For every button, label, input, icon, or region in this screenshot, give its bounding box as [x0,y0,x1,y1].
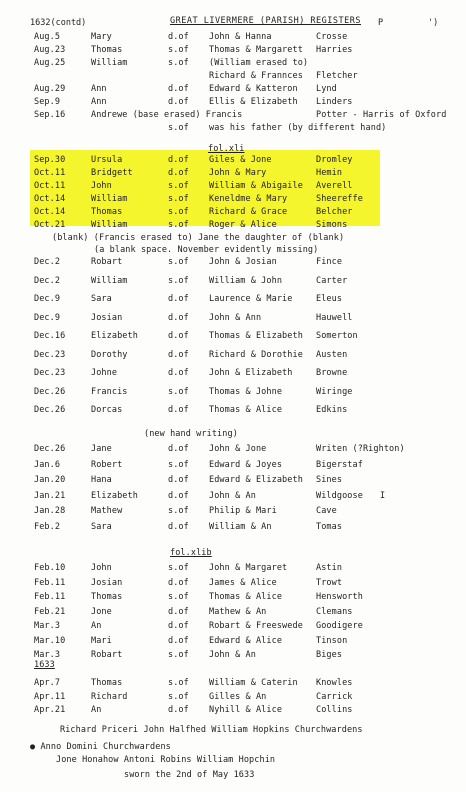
entry-date: Apr.21 [34,705,66,715]
entry-parents: Richard & Dorothie [209,349,303,360]
entry-date: Aug.5 [34,32,61,42]
register-entry [0,522,466,534]
entry-rel: d.of [168,312,189,323]
entry-surname: Dromley [316,155,353,165]
entry-date: Dec.26 [34,405,66,415]
footer-signatures: Richard Priceri John Halfhed William Hopkins Churchwardens [60,725,363,735]
entry-name: Ann [91,97,107,107]
entry-name: Richard [91,691,128,702]
entry-name: John [91,181,112,191]
entry-name: Bridgett [91,168,133,178]
entry-rel: s.of [168,678,189,688]
entry-parents: Roger & Alice [209,220,277,230]
register-entry [0,313,466,325]
entry-rel: s.of [168,194,189,204]
register-entry [0,491,466,503]
entry-parents: Keneldme & Mary [209,194,288,204]
entry-parents: John & Hanna [209,32,272,42]
entry-date: Sep.9 [34,97,61,107]
register-entry [0,220,466,232]
entry-date: Aug.29 [34,84,66,94]
register-entry [0,607,466,619]
entry-rel: s.of [168,459,189,470]
entry-parents: Thomas & Alice [209,592,283,602]
entry-date: Oct.11 [34,168,66,178]
entry-parents: Thomas & Margarett [209,45,303,55]
entry-name: Josian [91,312,123,323]
entry-rel: d.of [168,32,189,42]
entry-surname: Carter [316,275,348,286]
entry-date: Feb.21 [34,606,66,617]
entry-date: Apr.7 [34,678,61,688]
register-entry [0,444,466,456]
entry-name: Thomas [91,207,123,217]
register-entry [0,368,466,380]
entry-rel: d.of [168,168,189,178]
register-entry [0,257,466,269]
entry-rel: s.of [168,257,189,267]
entry-surname: Knowles [316,678,353,688]
entry-surname: Trowt [316,577,343,588]
register-entry [0,294,466,306]
entry-name: Mathew [91,506,123,516]
entry-rel: d.of [168,97,189,107]
entry-parents: Thomas & Johne [209,386,283,397]
entry-surname: Sheereffe [316,194,363,204]
entry-parents: Laurence & Marie [209,294,293,304]
register-entry [0,97,466,109]
entry-rel: d.of [168,155,189,165]
entry-name: Francis [91,386,128,397]
entry-rel: d.of [168,84,189,94]
entry-date: Apr.11 [34,691,66,702]
entry-rel: s.of [168,506,189,516]
entry-rel: d.of [168,349,189,360]
register-entry [0,692,466,704]
entry-parents: John & Margaret [209,563,288,573]
register-entry [0,592,466,604]
blank-entry: (blank) (Francis erased to) Jane the daughter of (blank) [52,233,345,243]
footer-anno: ● Anno Domini Churchwardens [30,742,171,752]
entry-surname: Bigerstaf [316,459,363,470]
entry-parents: Robart & Freeswede [209,621,303,631]
entry-surname: Biges [316,650,343,660]
entry-rel: d.of [168,635,189,646]
entry-date: Aug.23 [34,45,66,55]
entry-surname: Austen [316,349,348,360]
entry-parents: James & Alice [209,577,277,588]
entry-surname: Linders [316,97,353,107]
entry-surname: Hemin [316,168,343,178]
entry-date: Dec.23 [34,368,66,378]
entry-surname: Fletcher [316,71,358,81]
entry-surname: Potter - Harris of Oxford [316,110,447,120]
register-entry [0,207,466,219]
entry-surname: Hauwell [316,312,353,323]
entry-date: Dec.16 [34,331,66,341]
entry-parents: Thomas & Elizabeth [209,331,303,341]
entry-parents: Edward & Alice [209,635,283,646]
entry-rel: d.of [168,444,189,454]
register-entry [0,58,466,70]
entry-name: Mary [91,32,112,42]
entry-date: Sep.30 [34,155,66,165]
folio-xlib: fol.xlib [170,548,212,558]
entry-rel: d.of [168,368,189,378]
entry-name: Mari [91,635,112,646]
entry-surname: Sines [316,475,343,485]
entry-date: Sep.16 [34,110,66,120]
entry-rel: d.of [168,621,189,631]
entry-date: Feb.10 [34,563,66,573]
entry-surname: Wildgoose [316,490,363,501]
entry-parents: John & Mary [209,168,267,178]
entry-rel: d.of [168,475,189,485]
register-entry [0,110,466,122]
entry-surname: Astin [316,563,343,573]
entry-rel: s.of [168,45,189,55]
folio-xli: fol.xli [208,144,245,154]
register-entry [0,194,466,206]
entry-date: Feb.2 [34,521,61,532]
entry-parents: Gilles & An [209,691,267,702]
entry-parents: Edward & Joyes [209,459,283,470]
entry-parents: Mathew & An [209,606,267,617]
entry-rel: d.of [168,490,189,501]
entry-date: Aug.25 [34,58,66,68]
entry-date: Dec.2 [34,257,61,267]
entry-name: Andrewe (base erased) Francis [91,110,243,120]
entry-surname: Hensworth [316,592,363,602]
register-entry [0,621,466,633]
entry-name: William [91,194,128,204]
entry-parents: Thomas & Alice [209,405,283,415]
entry-surname: Belcher [316,207,353,217]
entry-surname: Carrick [316,691,353,702]
entry-date: Dec.9 [34,294,61,304]
register-entry [0,331,466,343]
entry-date: Mar.3 [34,650,61,660]
entry-name: Thomas [91,592,123,602]
entry-date: Jan.6 [34,459,61,470]
entry-date: Feb.11 [34,577,66,588]
entry-name: An [91,705,102,715]
page-corner: ') [428,18,439,28]
entry-rel: d.of [168,577,189,588]
entry-name: Jane [91,444,112,454]
entry-parents: William & An [209,521,272,532]
entry-name: William [91,58,128,68]
entry-name: An [91,621,102,631]
entry-parents: Edward & Elizabeth [209,475,303,485]
entry-surname: Eleus [316,294,343,304]
entry-date: Dec.2 [34,275,61,286]
entry-surname: Collins [316,705,353,715]
entry-parents: William & Abigaile [209,181,303,191]
entry-rel: d.of [168,606,189,617]
new-hand-note: (new hand writing) [144,429,238,439]
entry-name: William [91,275,128,286]
entry-surname: Clemans [316,606,353,617]
footer-anno-text: Anno Domini Churchwardens [40,742,171,752]
entry-surname: Averell [316,181,353,191]
entry-rel: d.of [168,405,189,415]
entry-parents: Richard & Frannces [209,71,303,81]
entry-surname: Fince [316,257,343,267]
entry-surname: Tinson [316,635,348,646]
register-entry [0,475,466,487]
entry-date: Oct.21 [34,220,66,230]
entry-rel: s.of [168,592,189,602]
entry-date: Dec.26 [34,444,66,454]
entry-name: Thomas [91,45,123,55]
entry-parents: John & Ann [209,312,262,323]
entry-date: Mar.3 [34,621,61,631]
entry-date: Oct.14 [34,207,66,217]
entry-parents: William & John [209,275,283,286]
entry-rel: s.of [168,691,189,702]
entry-date: Feb.11 [34,592,66,602]
register-entry [0,650,466,662]
entry-date: Jan.28 [34,506,66,516]
register-entry [0,276,466,288]
entry-name: Ursula [91,155,123,165]
register-entry [0,123,466,135]
register-entry [0,168,466,180]
entry-surname: Cave [316,506,337,516]
entry-parents: William & Caterin [209,678,298,688]
register-entry [0,45,466,57]
entry-name: Sara [91,521,112,532]
entry-surname: Crosse [316,32,348,42]
year-1633: 1633 [34,660,55,670]
entry-surname: Goodigere [316,621,363,631]
entry-date: Dec.26 [34,386,66,397]
footer-sworn: sworn the 2nd of May 1633 [124,770,255,780]
register-entry [0,705,466,717]
entry-surname: Edkins [316,405,348,415]
entry-name: William [91,220,128,230]
register-entry [0,405,466,417]
entry-rel: s.of [168,123,189,133]
entry-parents: John & Elizabeth [209,368,293,378]
entry-surname: Simons [316,220,348,230]
entry-rel: d.of [168,294,189,304]
entry-rel: s.of [168,275,189,286]
footer-names: Jone Honahow Antoni Robins William Hopchin [56,755,276,765]
register-entry [0,636,466,648]
entry-rel: s.of [168,207,189,217]
entry-surname: Lynd [316,84,337,94]
entry-name: Dorothy [91,349,128,360]
entry-rel: s.of [168,650,189,660]
entry-parents: John & Josian [209,257,277,267]
missing-note: (a blank space. November evidently missing) [94,245,319,255]
entry-rel: s.of [168,58,189,68]
entry-rel: s.of [168,181,189,191]
entry-date: Mar.10 [34,635,66,646]
entry-parents: Philip & Mari [209,506,277,516]
entry-name: Ann [91,84,107,94]
entry-date: Jan.20 [34,475,66,485]
entry-name: Elizabeth [91,331,138,341]
register-entry [0,155,466,167]
entry-parents: Ellis & Elizabeth [209,97,298,107]
entry-date: Jan.21 [34,490,66,501]
entry-surname: Tomas [316,521,343,532]
entry-name: Dorcas [91,405,123,415]
entry-name: Hana [91,475,112,485]
entry-parents: Giles & Jone [209,155,272,165]
entry-surname: Somerton [316,331,358,341]
entry-date: Dec.9 [34,312,61,323]
header-year: 1632(contd) [30,18,87,28]
entry-parents: (William erased to) [209,58,309,68]
register-entry [0,563,466,575]
entry-name: Josian [91,577,123,588]
entry-parents: John & Jone [209,444,267,454]
entry-surname: Wiringe [316,386,353,397]
entry-parents: Richard & Grace [209,207,288,217]
entry-rel: d.of [168,705,189,715]
stray-mark: I [380,491,386,501]
entry-date: Oct.11 [34,181,66,191]
page-title: GREAT LIVERMERE (PARISH) REGISTERS [170,16,361,26]
entry-name: Thomas [91,678,123,688]
entry-date: Oct.14 [34,194,66,204]
register-entry [0,460,466,472]
entry-surname: Browne [316,368,348,378]
register-entry [0,678,466,690]
register-entry [0,71,466,83]
entry-parents: Edward & Katteron [209,84,298,94]
entry-name: Robart [91,650,123,660]
entry-date: Dec.23 [34,349,66,360]
entry-rel: s.of [168,563,189,573]
entry-name: Sara [91,294,112,304]
entry-parents: John & An [209,490,256,501]
entry-parents: Nyhill & Alice [209,705,283,715]
entry-name: Robart [91,257,123,267]
entry-name: Robert [91,459,123,470]
entry-parents: John & An [209,650,256,660]
entry-rel: d.of [168,331,189,341]
entry-name: John [91,563,112,573]
entry-surname: Writen (?Righton) [316,444,405,454]
entry-surname: Harries [316,45,353,55]
entry-rel: s.of [168,386,189,397]
entry-name: Johne [91,368,118,378]
register-entry [0,578,466,590]
register-entry [0,350,466,362]
entry-name: Elizabeth [91,490,138,501]
register-entry [0,387,466,399]
register-entry [0,181,466,193]
entry-rel: s.of [168,220,189,230]
register-entry [0,84,466,96]
entry-name: Jone [91,606,112,617]
entry-parents: was his father (by different hand) [209,123,387,133]
page-marker: P [378,18,384,28]
entry-rel: d.of [168,521,189,532]
register-entry [0,32,466,44]
register-entry [0,506,466,518]
